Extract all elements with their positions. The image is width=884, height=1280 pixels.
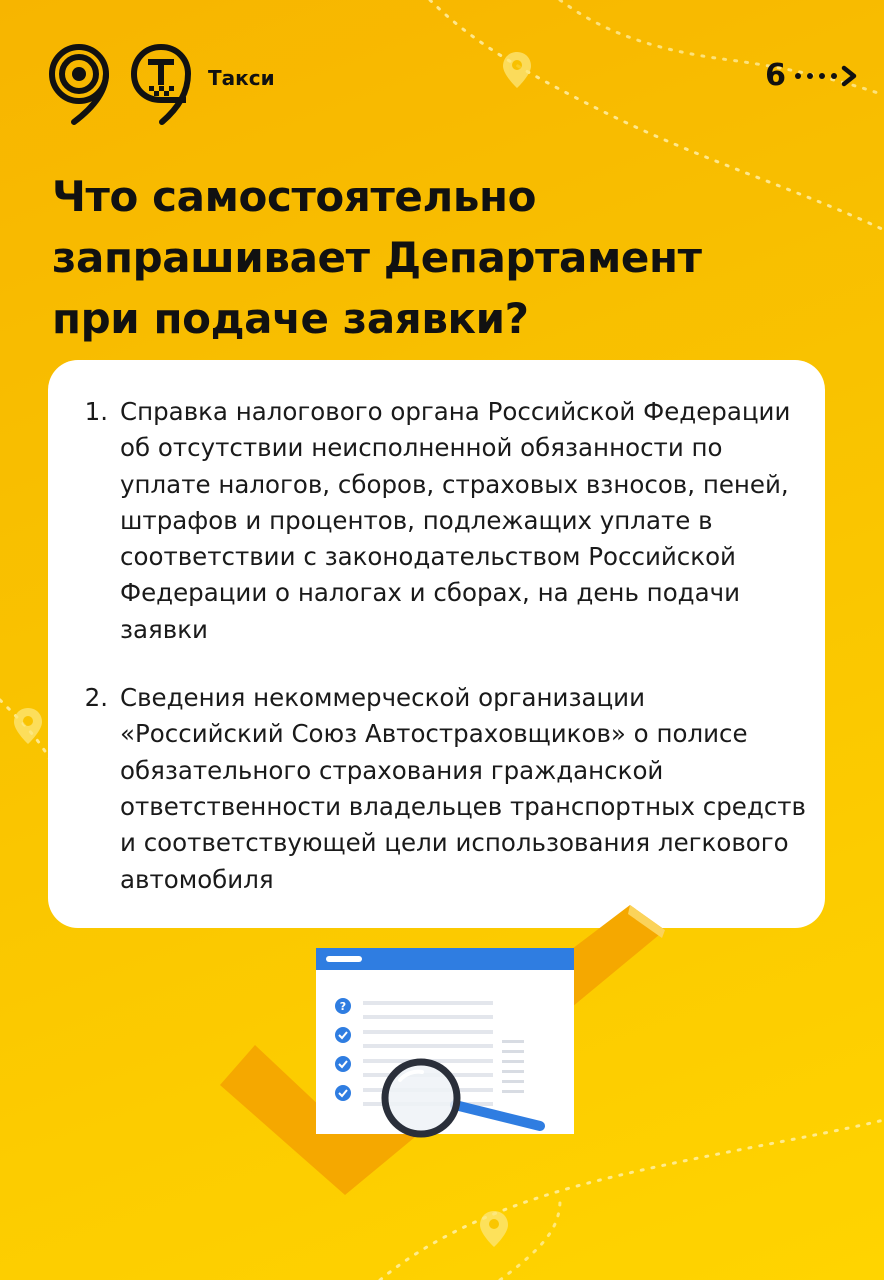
taxi-logo-icon	[126, 42, 196, 126]
item-number: 2.	[84, 683, 108, 713]
list-item	[66, 680, 816, 898]
page-indicator[interactable]	[765, 58, 862, 93]
map-pin-icon	[503, 52, 531, 88]
svg-text:?: ?	[339, 1000, 347, 1013]
nine-logo-icon	[44, 42, 114, 126]
item-text: Сведения некоммерческой организации «Российский Союз Автостраховщиков» о полисе обязательного страхования гражданской ответственности владельцев транспортных средств и соответствующей цели использования легкового автомобиля	[120, 683, 806, 894]
item-text: Справка налогового органа Российской Федерации об отсутствии неисполненной обязанности по уплате налогов, сборов, страховых взносов, пеней, штрафов и процентов, подлежащих уплате в соответствии с законодательством Российской Федерации о налогах и сборах, на день подачи заявки	[120, 397, 791, 644]
title-line: запрашивает Департамент	[52, 233, 702, 282]
document-checklist-magnifier-illustration	[210, 890, 690, 1220]
page-number: 6	[765, 58, 786, 93]
item-number: 1.	[84, 397, 108, 426]
dotted-arrow-icon	[790, 64, 862, 88]
list-item	[66, 394, 816, 648]
title-line: при подаче заявки?	[52, 294, 529, 343]
page-title	[52, 166, 812, 349]
map-pin-icon	[14, 708, 42, 744]
info-card	[48, 360, 825, 928]
brand-label: Такси	[208, 66, 275, 90]
title-line: Что самостоятельно	[52, 172, 537, 221]
requirements-list	[66, 394, 816, 930]
header-logos	[44, 42, 275, 126]
